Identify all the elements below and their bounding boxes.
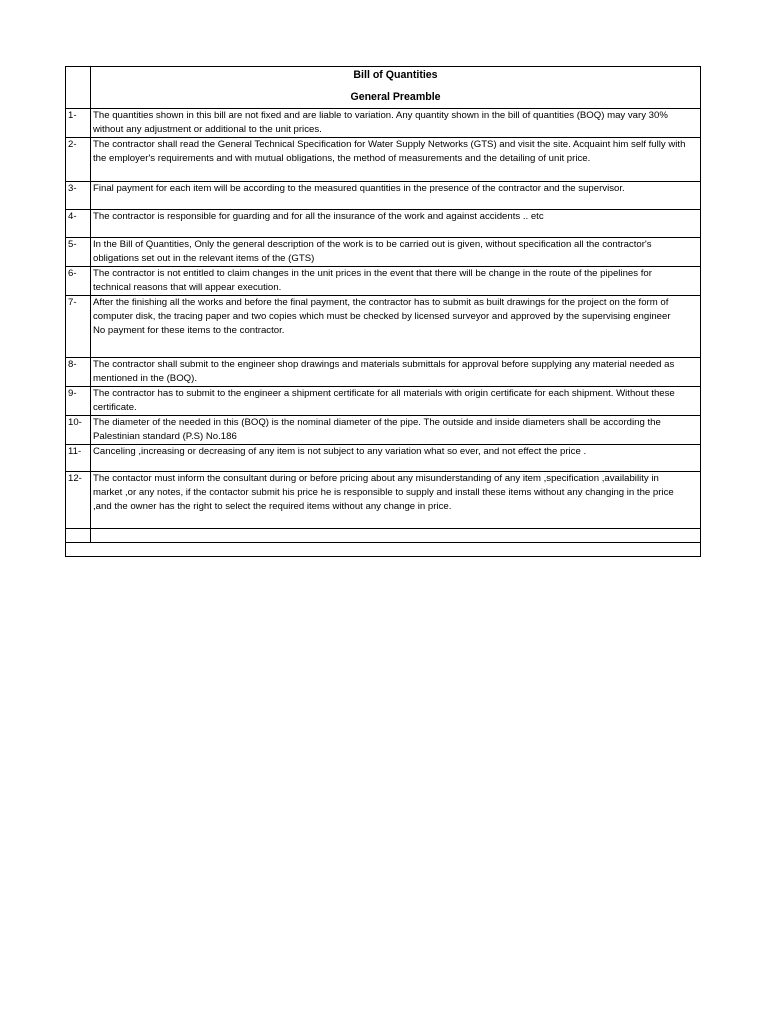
header-row — [66, 67, 701, 109]
table-row — [66, 472, 701, 529]
item-text: The contractor is not entitled to claim changes in the unit prices in the event that there will be change in the route of the pipelines for technical reasons that will appear execution. — [91, 267, 701, 296]
item-number: 4- — [66, 210, 91, 238]
item-text: The contractor shall submit to the engineer shop drawings and materials submittals for approval before supplying any material needed as mentioned in the (BOQ). — [91, 358, 701, 387]
item-number: 3- — [66, 182, 91, 210]
item-text: In the Bill of Quantities, Only the general description of the work is to be carried out is given, without specification all the contractor's obligations set out in the relevant items of the (GTS) — [91, 238, 701, 267]
document-subtitle: General Preamble — [350, 91, 441, 103]
item-number: 7- — [66, 296, 91, 358]
item-text: The contractor is responsible for guarding and for all the insurance of the work and against accidents .. etc — [91, 210, 701, 238]
table-row — [66, 416, 701, 445]
empty-row — [66, 529, 701, 543]
item-text: The contractor shall read the General Technical Specification for Water Supply Networks (GTS) and visit the site. Acquaint him self fully with the employer's requirements and with mutual obligations, the method of measurements and the detailing of unit price. — [91, 138, 701, 182]
document-title: Bill of Quantities — [353, 69, 438, 81]
table-row — [66, 182, 701, 210]
item-number: 2- — [66, 138, 91, 182]
table-row — [66, 296, 701, 358]
item-number: 9- — [66, 387, 91, 416]
table-row — [66, 238, 701, 267]
item-text: After the finishing all the works and before the final payment, the contractor has to submit as built drawings for the project on the form of computer disk, the tracing paper and two copies which must be checked by licensed surveyor and approved by the supervising engineer No payment for these items to the contractor. — [91, 296, 701, 358]
item-text: The quantities shown in this bill are not fixed and are liable to variation. Any quantity shown in the bill of quantities (BOQ) may vary 30% without any adjustment or additional to the unit prices. — [91, 109, 701, 138]
empty-cell — [66, 543, 701, 557]
table-row — [66, 210, 701, 238]
table-row — [66, 387, 701, 416]
item-number: 12- — [66, 472, 91, 529]
item-text: Canceling ,increasing or decreasing of any item is not subject to any variation what so ever, and not effect the price . — [91, 445, 701, 472]
header-number-cell — [66, 67, 91, 109]
empty-row — [66, 543, 701, 557]
item-number: 6- — [66, 267, 91, 296]
item-number: 5- — [66, 238, 91, 267]
item-number: 10- — [66, 416, 91, 445]
bill-of-quantities-table — [65, 66, 701, 557]
item-number: 8- — [66, 358, 91, 387]
table-row — [66, 138, 701, 182]
table-row — [66, 109, 701, 138]
item-text: Final payment for each item will be according to the measured quantities in the presence of the contractor and the supervisor. — [91, 182, 701, 210]
empty-cell — [91, 529, 701, 543]
item-text: The diameter of the needed in this (BOQ) is the nominal diameter of the pipe. The outside and inside diameters shall be according the Palestinian standard (P.S) No.186 — [91, 416, 701, 445]
item-text: The contactor must inform the consultant during or before pricing about any misunderstanding of any item ,specification ,availability in market ,or any notes, if the contactor submit his price he is responsible to supply and install these items without any changing in the price ,and the owner has the right to select the required items without any change in price. — [91, 472, 701, 529]
table-row — [66, 358, 701, 387]
table-row — [66, 267, 701, 296]
item-number: 1- — [66, 109, 91, 138]
empty-cell — [66, 529, 91, 543]
item-text: The contractor has to submit to the engineer a shipment certificate for all materials with origin certificate for each shipment. Without these certificate. — [91, 387, 701, 416]
header-cell — [91, 67, 701, 109]
table-row — [66, 445, 701, 472]
item-number: 11- — [66, 445, 91, 472]
